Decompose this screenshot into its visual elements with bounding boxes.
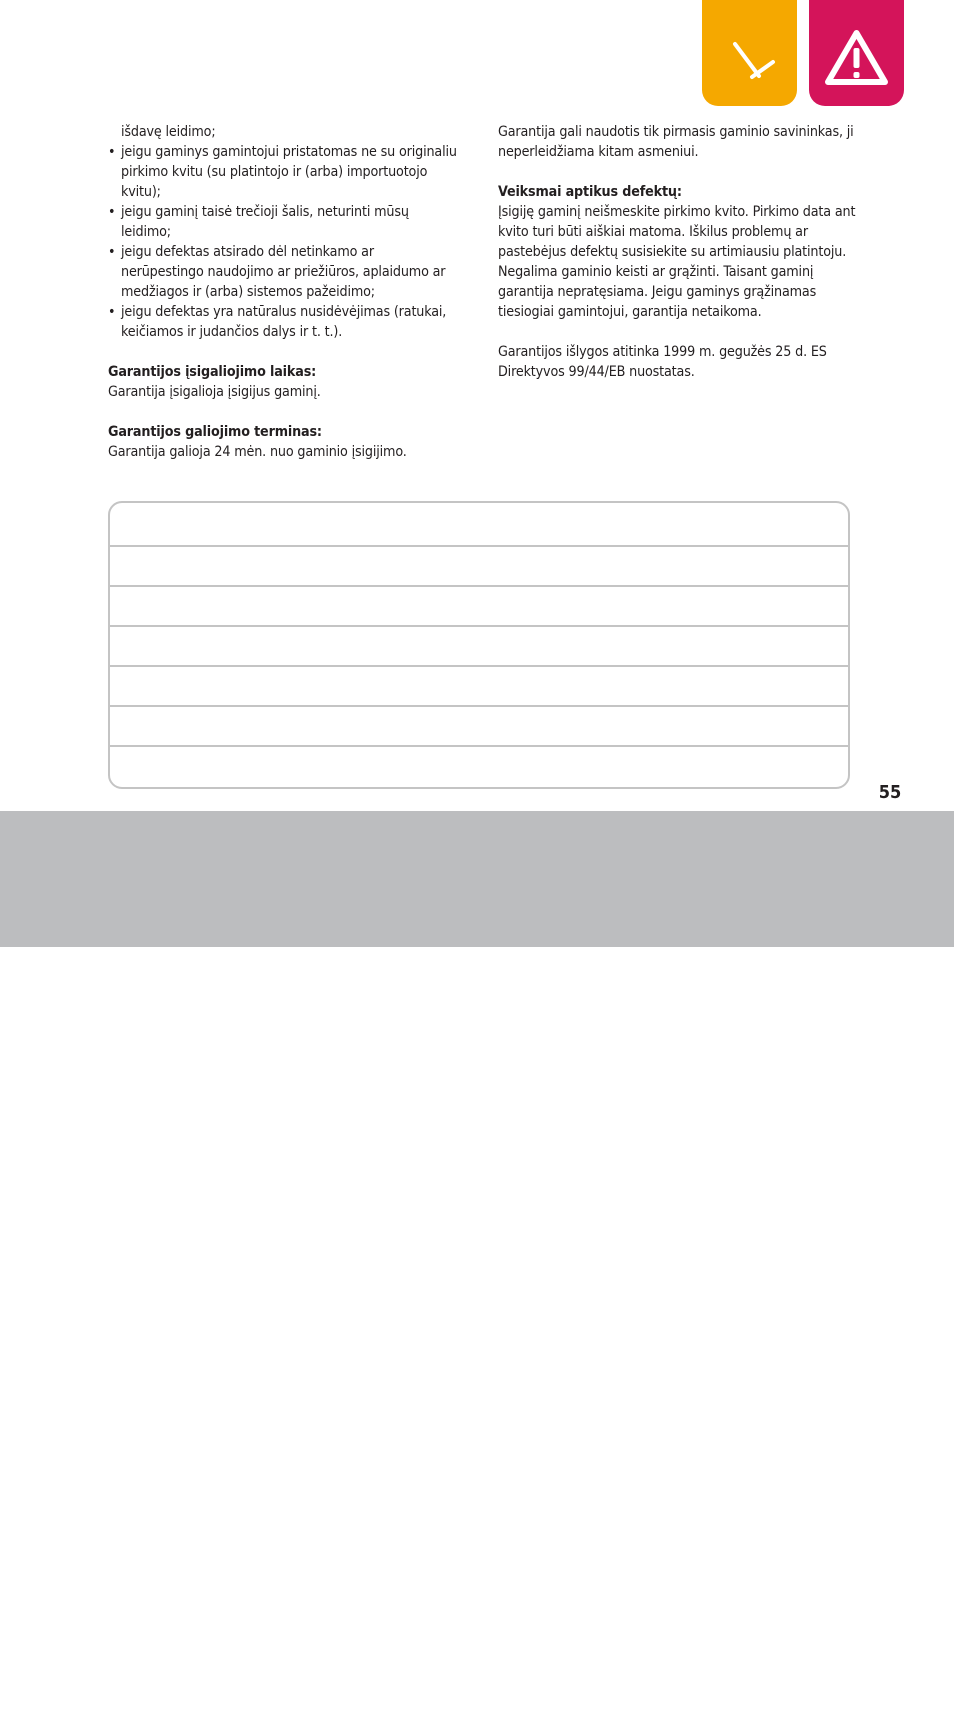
list-item: • jeigu gaminys gamintojui pristatomas ne su originaliu pirkimo kvitu (su platintojo ir (arba) importuotojo kvitu); xyxy=(108,142,458,202)
list-item: • jeigu gaminį taisė trečioji šalis, neturinti mūsų leidimo; xyxy=(108,202,458,242)
tools-icon xyxy=(702,0,797,106)
warning-icon xyxy=(809,0,904,106)
note-line xyxy=(110,545,848,547)
directive-text: Garantijos išlygos atitinka 1999 m. gegužės 25 d. ES Direktyvos 99/44/EB nuostatas. xyxy=(498,344,827,380)
warning-tab xyxy=(809,0,904,106)
note-line xyxy=(110,705,848,707)
defects-text: Įsigiję gaminį neišmeskite pirkimo kvito. Pirkimo data ant kvito turi būti aiškiai matoma. Iškilus problemų ar pastebėjus defektų susisiekite su artimiausiu platintoju. xyxy=(498,204,856,260)
warranty-term-heading: Garantijos galiojimo terminas: xyxy=(108,424,322,440)
tools-tab xyxy=(702,0,797,106)
warranty-term-text: Garantija galioja 24 mėn. nuo gaminio įsigijimo. xyxy=(108,444,407,460)
note-line xyxy=(110,625,848,627)
footer-band xyxy=(0,811,954,1721)
defects-heading: Veiksmai aptikus defektų: xyxy=(498,184,682,200)
notes-box xyxy=(108,501,850,789)
note-line xyxy=(110,665,848,667)
list-item: • jeigu defektas yra natūralus nusidėvėjimas (ratukai, keičiamos ir judančios dalys ir t. t.). xyxy=(108,302,458,342)
language-code: LT xyxy=(856,1656,906,1721)
note-line xyxy=(110,745,848,747)
warranty-owner-text: Garantija gali naudotis tik pirmasis gaminio savininkas, ji neperleidžiama kitam asmeniui. xyxy=(498,124,854,160)
warranty-start-heading: Garantijos įsigaliojimo laikas: xyxy=(108,364,317,380)
right-column xyxy=(498,122,858,382)
left-column xyxy=(108,122,458,462)
note-line xyxy=(110,585,848,587)
list-item: • jeigu defektas atsirado dėl netinkamo ar nerūpestingo naudojimo ar priežiūros, aplaidumo ar medžiagos ir (arba) sistemos pažeidimo; xyxy=(108,242,458,302)
continuation-text: išdavę leidimo; xyxy=(121,124,216,140)
page-number: 55 xyxy=(878,782,902,803)
warranty-start-text: Garantija įsigalioja įsigijus gaminį. xyxy=(108,384,321,400)
defects-text-continued: Negalima gaminio keisti ar grąžinti. Taisant gaminį garantija nepratęsiama. Jeigu gaminys grąžinamas tiesiogiai gamintojui, garantija netaikoma. xyxy=(498,264,817,320)
